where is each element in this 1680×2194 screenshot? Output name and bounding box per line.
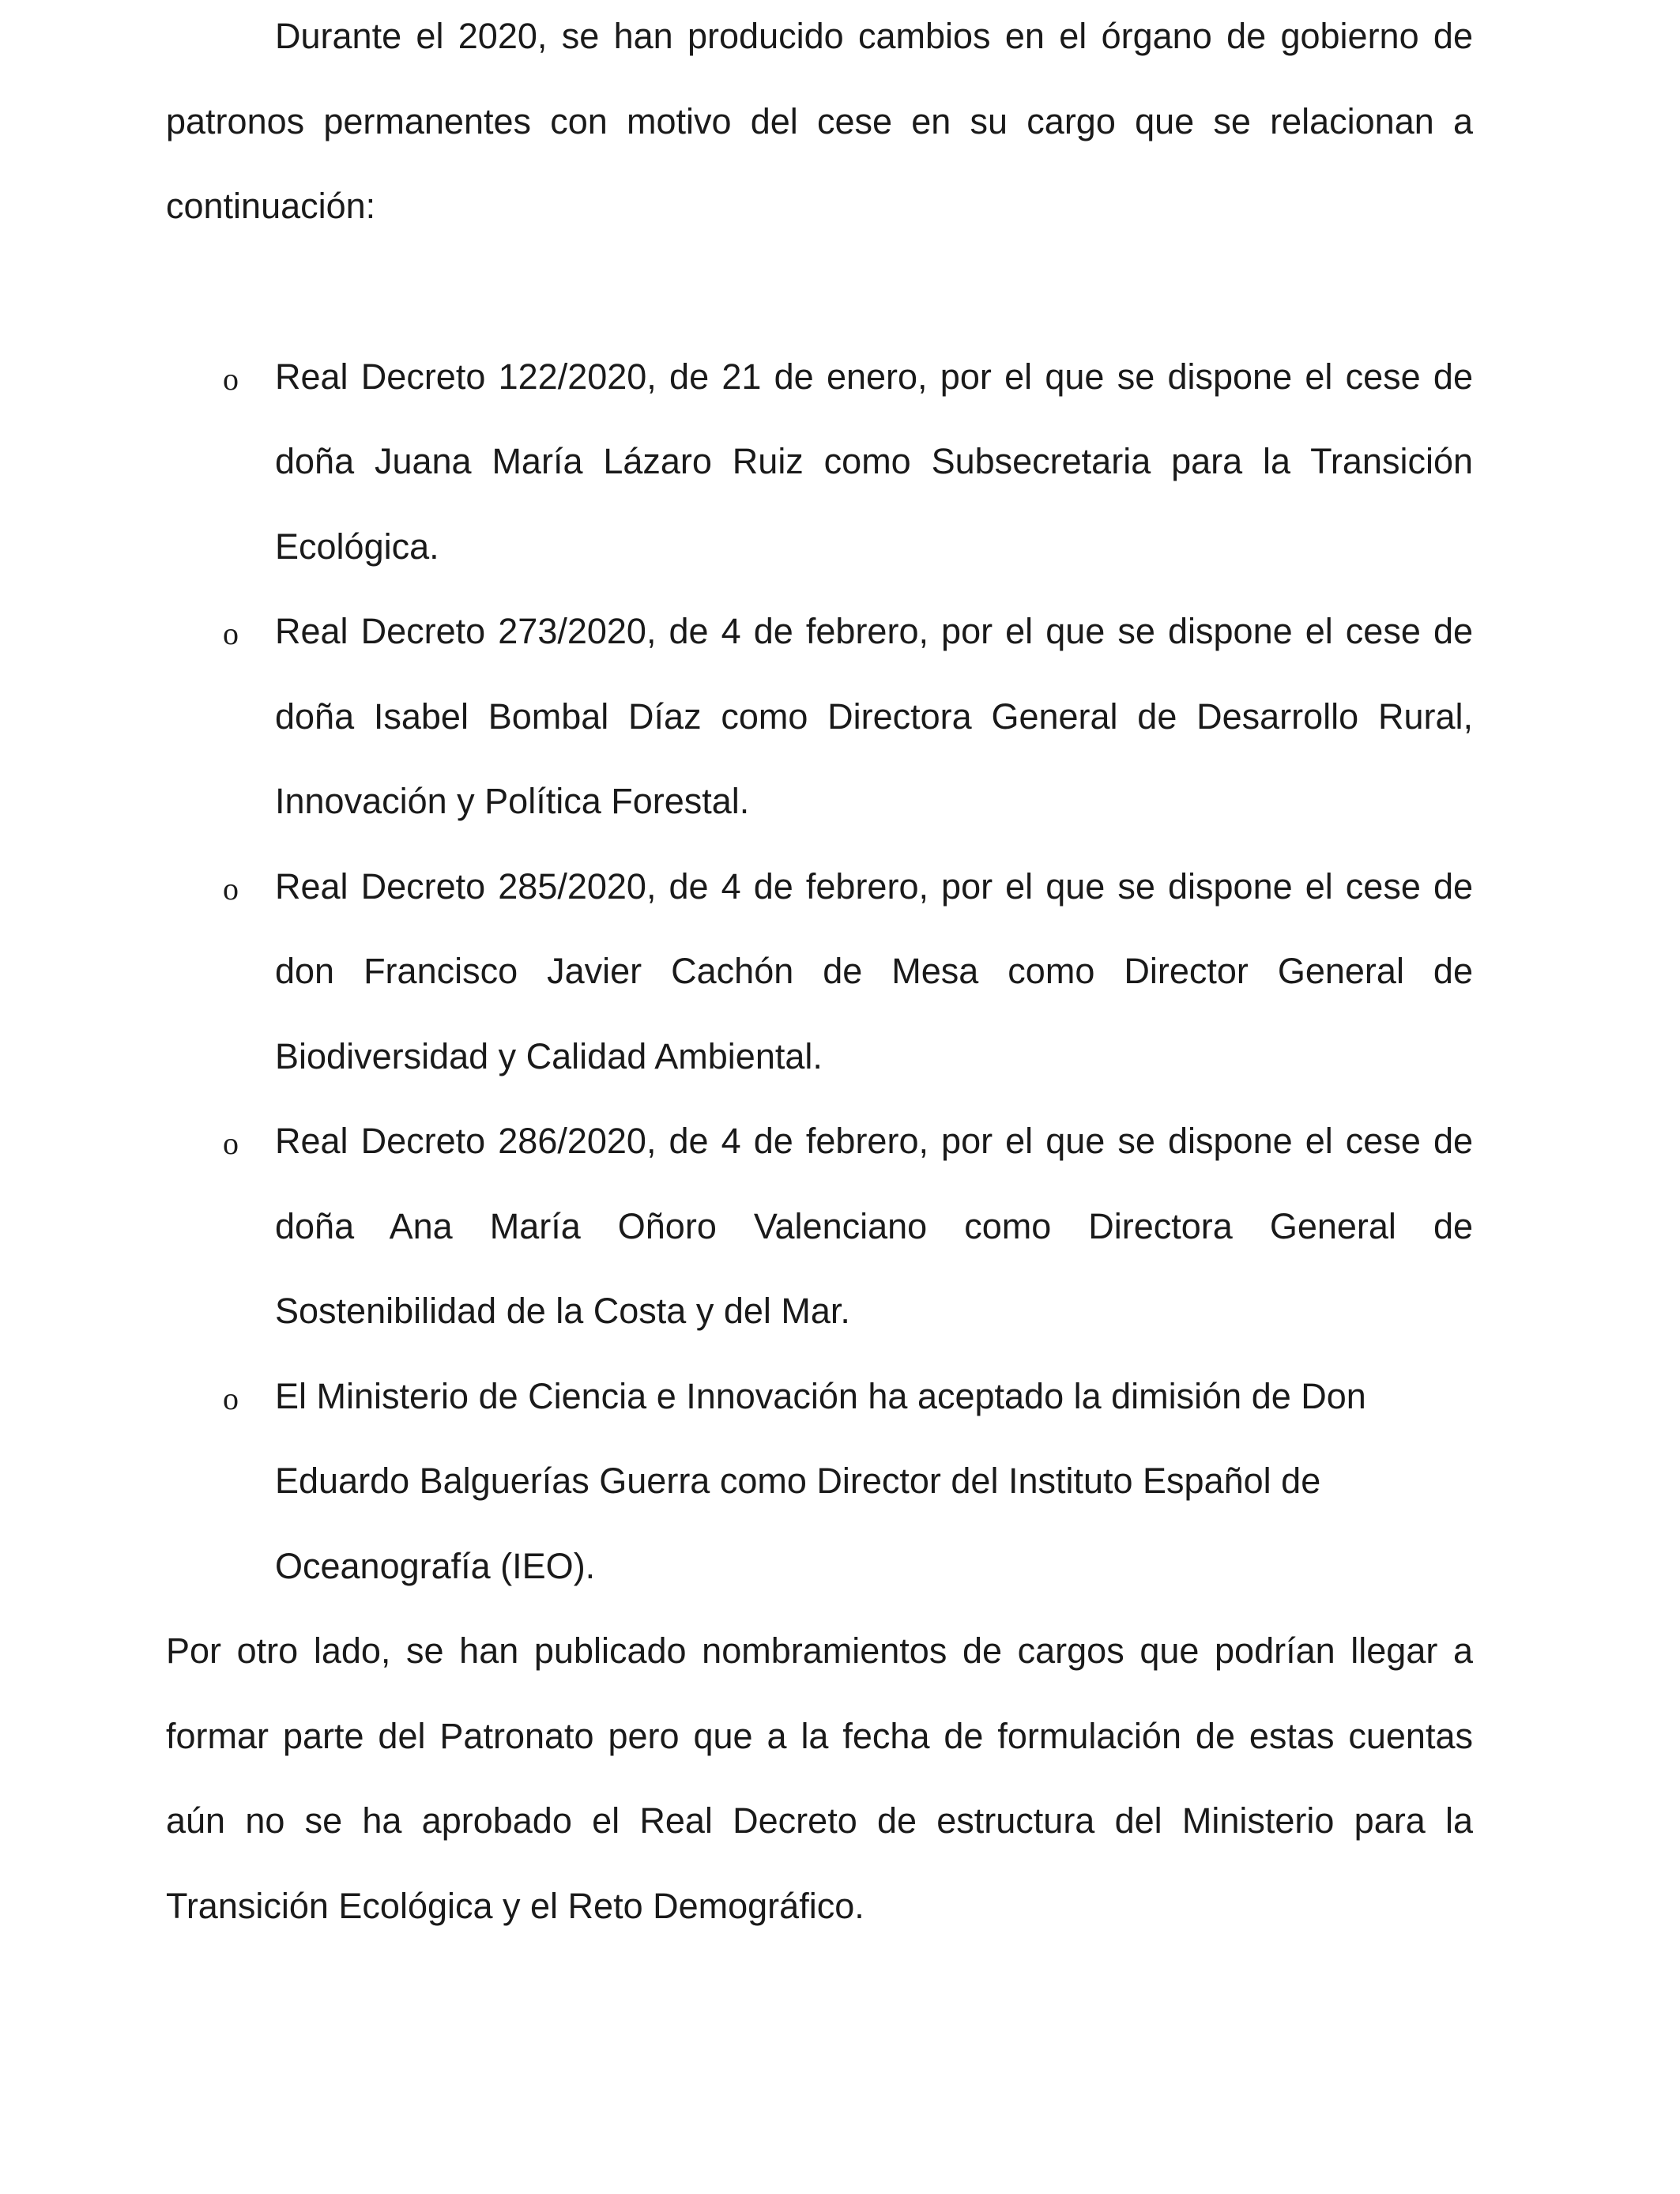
list-item-text: Real Decreto 286/2020, de 4 de febrero, por el que se dispone el cese de doña Ana María Oñoro Valenciano como Directora General de Sostenibilidad de la Costa y del Mar. <box>275 1121 1473 1331</box>
ceses-list <box>166 334 1473 1609</box>
list-item-text: El Ministerio de Ciencia e Innovación ha aceptado la dimisión de Don Eduardo Balguerías Guerra como Director del Instituto Español de Oceanografía (IEO). <box>275 1375 1366 1586</box>
bullet-icon: o <box>223 870 239 907</box>
list-item-text: Real Decreto 273/2020, de 4 de febrero, por el que se dispone el cese de doña Isabel Bombal Díaz como Directora General de Desarrollo Rural, Innovación y Política Forestal. <box>275 611 1473 821</box>
intro-paragraph: Durante el 2020, se han producido cambios en el órgano de gobierno de patronos permanentes con motivo del cese en su cargo que se relacionan a continuación: <box>166 16 1473 226</box>
document-page <box>166 0 1473 1948</box>
list-item <box>166 1354 1473 1609</box>
list-item <box>166 334 1473 590</box>
bullet-icon: o <box>223 360 239 397</box>
bullet-icon: o <box>223 1125 239 1161</box>
list-item-text: Real Decreto 122/2020, de 21 de enero, por el que se dispone el cese de doña Juana María Lázaro Ruiz como Subsecretaria para la Transición Ecológica. <box>275 356 1473 567</box>
closing-paragraph: Por otro lado, se han publicado nombramientos de cargos que podrían llegar a formar parte del Patronato pero que a la fecha de formulación de estas cuentas aún no se ha aprobado el Real Decreto de estructura del Ministerio para la Transición Ecológica y el Reto Demográfico. <box>166 1630 1473 1926</box>
list-item <box>166 844 1473 1099</box>
bullet-icon: o <box>223 1380 239 1416</box>
bullet-icon: o <box>223 616 239 651</box>
list-item <box>166 589 1473 844</box>
list-item-text: Real Decreto 285/2020, de 4 de febrero, por el que se dispone el cese de don Francisco Javier Cachón de Mesa como Director General de Biodiversidad y Calidad Ambiental. <box>275 865 1473 1076</box>
list-item <box>166 1099 1473 1354</box>
